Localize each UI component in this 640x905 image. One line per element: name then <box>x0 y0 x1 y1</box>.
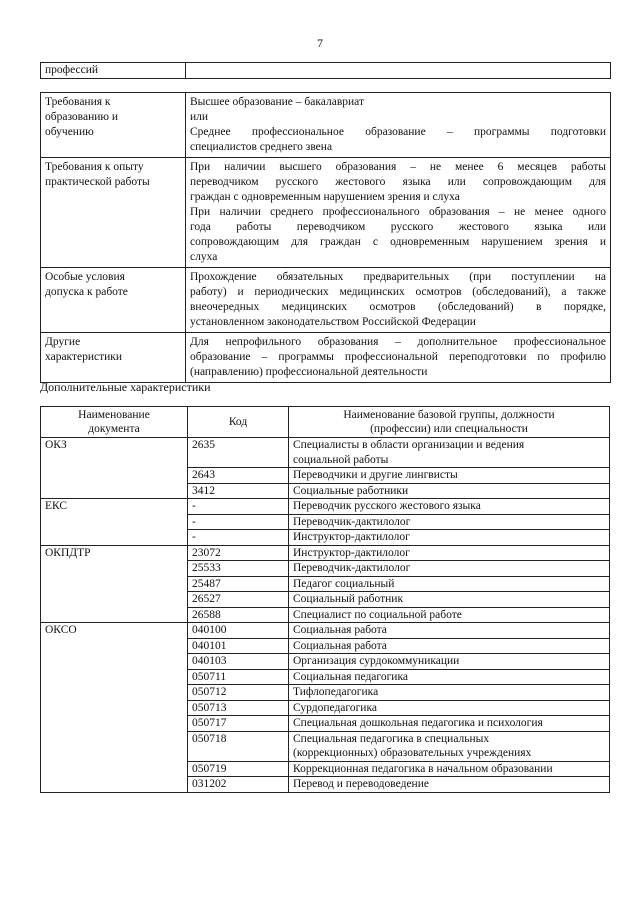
text-line: Тифлопедагогика <box>293 686 379 698</box>
table-row <box>41 63 611 79</box>
code-cell: 050718 <box>188 731 289 761</box>
text-line: образованию и <box>45 111 118 123</box>
text-line: Коррекционная педагогика в начальном образовании <box>293 762 553 775</box>
name-cell <box>289 499 610 515</box>
name-cell <box>289 638 610 654</box>
text-line: Особые условия <box>45 271 125 283</box>
profession-continuation-table <box>40 62 611 79</box>
text-line: Социальный работник <box>293 593 404 605</box>
text-line: Специальная дошкольная педагогика и психология <box>293 717 543 729</box>
text-line: Социальная педагогика <box>293 670 408 683</box>
text-line: характеристики <box>45 351 123 363</box>
requirement-value <box>186 333 611 383</box>
text-line: Среднее профессиональное образование – программы подготовки <box>190 126 606 138</box>
name-cell <box>289 545 610 561</box>
requirement-value <box>186 268 611 333</box>
text-line: специалистов среднего звена <box>190 141 333 153</box>
text-line: Специалисты в области организации и ведения <box>293 439 525 451</box>
text-line: (направлению) профессиональной деятельности <box>190 366 428 378</box>
name-cell <box>289 607 610 623</box>
document-cell: ОКСО <box>41 623 188 793</box>
text-line: сопровождающим для граждан с одновременным нарушением зрения и <box>190 236 606 248</box>
name-cell <box>289 716 610 732</box>
text-line: или <box>190 111 209 123</box>
header-document: Наименование документа <box>41 407 188 438</box>
text-line: Высшее образование – бакалавриат <box>190 96 364 108</box>
requirement-row <box>41 333 611 383</box>
text-line: внеочередных медицинских осмотров (обследований) в порядке, <box>190 301 606 313</box>
table-row <box>41 545 610 561</box>
table-header-row <box>41 407 610 438</box>
text-line: Переводчик русского жестового языка <box>293 500 481 512</box>
requirement-value <box>186 158 611 268</box>
text-line: переводчиком русского жестового языка или сопровождающим для <box>190 176 606 188</box>
requirement-label <box>41 93 186 158</box>
code-cell: 3412 <box>188 483 289 499</box>
table-row <box>41 499 610 515</box>
page-number: 7 <box>317 36 323 50</box>
name-cell <box>289 483 610 499</box>
code-cell: - <box>188 514 289 530</box>
requirement-row <box>41 268 611 333</box>
code-cell: 040101 <box>188 638 289 654</box>
code-cell: - <box>188 499 289 515</box>
text-line: Другие <box>45 336 81 348</box>
text-line: Переводчик-дактилолог <box>293 515 411 528</box>
text-line: Педагог социальный <box>293 577 395 590</box>
text-line: Социальная работа <box>293 624 387 636</box>
table-row <box>41 438 610 468</box>
name-cell <box>289 761 610 777</box>
text-line: Организация сурдокоммуникации <box>293 655 460 667</box>
requirement-label <box>41 333 186 383</box>
name-cell <box>289 592 610 608</box>
text-line: Инструктор-дактилолог <box>293 546 410 559</box>
text-line: Специалист по социальной работе <box>293 608 462 621</box>
text-line: практической работы <box>45 176 150 188</box>
text-line: допуска к работе <box>45 286 128 298</box>
name-cell <box>289 731 610 761</box>
row-label: профессий <box>41 63 186 79</box>
text-line: установленном законодательством Российской Федерации <box>190 316 476 328</box>
text-line: Переводчики и другие лингвисты <box>293 469 458 481</box>
text-line: При наличии среднего профессионального образования – не менее одного <box>190 206 606 218</box>
name-cell <box>289 438 610 468</box>
text-line: Социальная работа <box>293 639 387 652</box>
code-cell: 25487 <box>188 576 289 592</box>
text-line: Сурдопедагогика <box>293 701 377 714</box>
code-cell: 050712 <box>188 685 289 701</box>
name-cell <box>289 623 610 639</box>
text-line: Перевод и переводоведение <box>293 778 429 790</box>
header-name: Наименование базовой группы, должности (профессии) или специальности <box>289 407 610 438</box>
text-line: Требования к опыту <box>45 161 144 173</box>
text-line: Инструктор-дактилолог <box>293 531 410 543</box>
name-cell <box>289 468 610 484</box>
document-cell: ОКЗ <box>41 438 188 499</box>
name-cell <box>289 685 610 701</box>
text-line: Для непрофильного образования – дополнительное профессиональное <box>190 336 606 348</box>
name-cell <box>289 700 610 716</box>
text-line: года работы переводчиком русского жестового языка или <box>190 221 606 233</box>
text-line: Переводчик-дактилолог <box>293 562 411 574</box>
name-cell <box>289 669 610 685</box>
code-cell: 26527 <box>188 592 289 608</box>
code-cell: 23072 <box>188 545 289 561</box>
code-cell: 26588 <box>188 607 289 623</box>
text-line: Специальная педагогика в специальных <box>293 732 490 745</box>
code-cell: 040100 <box>188 623 289 639</box>
name-cell <box>289 514 610 530</box>
text-line: обучению <box>45 126 94 138</box>
text-line: слуха <box>190 251 218 263</box>
additional-characteristics-table <box>40 406 610 793</box>
text-line: Социальные работники <box>293 484 409 497</box>
code-cell: 040103 <box>188 654 289 670</box>
table-row <box>41 623 610 639</box>
text-line: социальной работы <box>293 453 389 466</box>
requirement-value <box>186 93 611 158</box>
requirement-label <box>41 268 186 333</box>
code-cell: - <box>188 530 289 546</box>
document-cell: ЕКС <box>41 499 188 546</box>
code-cell: 2643 <box>188 468 289 484</box>
name-cell <box>289 561 610 577</box>
requirement-row <box>41 93 611 158</box>
code-cell: 031202 <box>188 777 289 793</box>
code-cell: 050719 <box>188 761 289 777</box>
requirements-table <box>40 92 611 383</box>
code-cell: 050717 <box>188 716 289 732</box>
text-line: работу) и периодических медицинских осмотров (обследований), а также <box>190 286 606 298</box>
requirement-label <box>41 158 186 268</box>
code-cell: 050713 <box>188 700 289 716</box>
header-code: Код <box>188 407 289 438</box>
text-line: граждан с одновременным нарушением зрения и слуха <box>190 191 460 203</box>
text-line: Прохождение обязательных предварительных (при поступлении на <box>190 271 606 283</box>
requirement-row <box>41 158 611 268</box>
text-line: образование – программы профессиональной переподготовки по профилю <box>190 351 606 363</box>
text-line: При наличии высшего образования – не менее 6 месяцев работы <box>190 161 606 173</box>
text-line: Требования к <box>45 96 111 108</box>
name-cell <box>289 530 610 546</box>
code-cell: 2635 <box>188 438 289 468</box>
section-title: Дополнительные характеристики <box>40 380 211 394</box>
name-cell <box>289 654 610 670</box>
name-cell <box>289 777 610 793</box>
row-value <box>186 63 611 79</box>
text-line: (коррекционных) образовательных учреждениях <box>293 747 532 759</box>
code-cell: 25533 <box>188 561 289 577</box>
name-cell <box>289 576 610 592</box>
code-cell: 050711 <box>188 669 289 685</box>
document-cell: ОКПДТР <box>41 545 188 623</box>
